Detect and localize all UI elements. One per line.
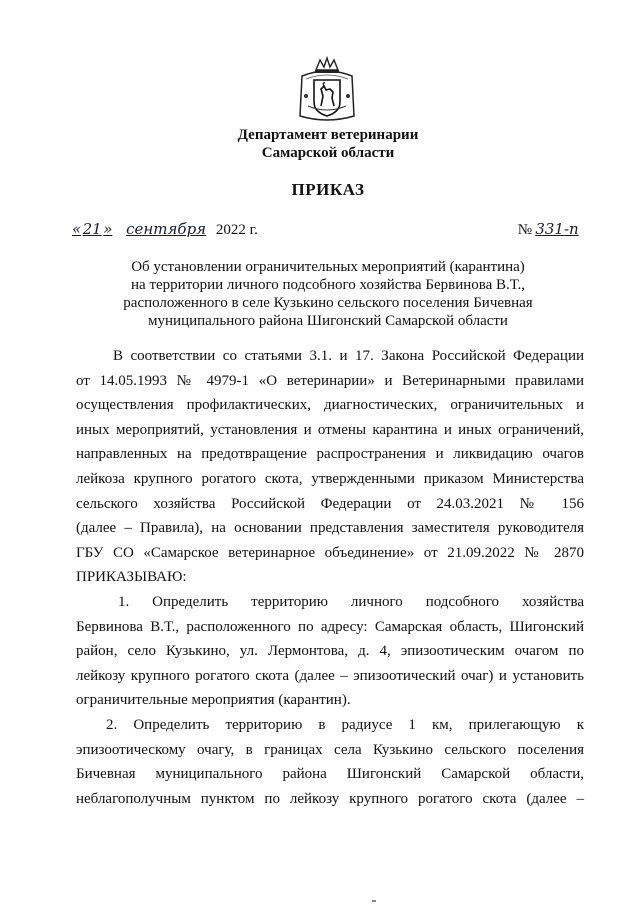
- date-close-quote: »: [103, 220, 113, 238]
- samara-coat-of-arms-icon: [296, 56, 358, 124]
- body-line: направленных на предотвращение распространения и ликвидацию очагов: [76, 446, 584, 463]
- body-line: район, село Кузькино, ул. Лермонтова, д. 4, эпизоотическим очагом по: [76, 643, 584, 660]
- department-name-line1: Департамент ветеринарии: [237, 127, 419, 143]
- order-number-value: 331-п: [535, 220, 579, 238]
- date-year: 2022 г.: [215, 222, 258, 238]
- body-line: от 14.05.1993 № 4979-1 «О ветеринарии» и Ветеринарными правилами: [76, 372, 584, 389]
- body-line: неблагополучным пунктом по лейкозу крупного рогатого скота (далее –: [76, 790, 584, 807]
- date-open-quote: «: [72, 220, 82, 238]
- department-name-line2: Самарской области: [261, 145, 395, 161]
- scan-artifact: [372, 900, 376, 902]
- document-title: ПРИКАЗ: [291, 180, 365, 199]
- body-line: В соответствии со статьями 3.1. и 17. Закона Российской Федерации: [113, 348, 584, 364]
- body-line: 2. Определить территорию в радиусе 1 км, прилегающую к: [106, 716, 584, 733]
- body-line: ГБУ СО «Самарское ветеринарное объединение» от 21.09.2022 № 2870: [76, 544, 584, 561]
- body-line: ограничительные мероприятия (карантин).: [76, 692, 351, 709]
- order-number-prefix: №: [517, 222, 532, 238]
- body-line: (далее – Правила), на основании представления заместителя руководителя: [76, 520, 584, 537]
- subject-line: Об установлении ограничительных мероприятий (карантина): [131, 259, 525, 275]
- subject-line: муниципального района Шигонский Самарской области: [148, 313, 508, 329]
- order-number: [518, 220, 582, 239]
- body-line: сельского хозяйства Российской Федерации от 24.03.2021 № 156: [76, 495, 584, 512]
- body-line: ПРИКАЗЫВАЮ:: [76, 569, 187, 586]
- body-line: лейкозу крупного рогатого скота (далее – эпизоотический очаг) и установить: [76, 667, 584, 684]
- body-line: Бервинова В.Т., расположенного по адресу: Самарская область, Шигонский: [76, 618, 584, 635]
- body-line: иных мероприятий, установления и отмены карантина и иных ограничений,: [76, 421, 584, 438]
- subject-line: на территории личного подсобного хозяйства Бервинова В.Т.,: [131, 277, 525, 293]
- body-line: 1. Определить территорию личного подсобного хозяйства: [118, 593, 584, 610]
- order-subject: [0, 258, 640, 330]
- body-line: лейкоза крупного рогатого скота, утвержденными приказом Министерства: [76, 470, 584, 487]
- body-line: Бичевная муниципального района Шигонский Самарской области,: [76, 766, 584, 783]
- order-date-line: [72, 220, 582, 242]
- body-line: эпизоотическому очагу, в границах села Кузькино сельского поселения: [76, 741, 584, 758]
- body-line: осуществления профилактических, диагностических, ограничительных и: [76, 397, 584, 414]
- order-body: [76, 344, 584, 811]
- date-day: 21: [82, 220, 102, 238]
- order-date: [72, 220, 258, 239]
- date-month: сентября: [126, 220, 207, 238]
- subject-line: расположенного в селе Кузькино сельского поселения Бичевная: [123, 295, 533, 311]
